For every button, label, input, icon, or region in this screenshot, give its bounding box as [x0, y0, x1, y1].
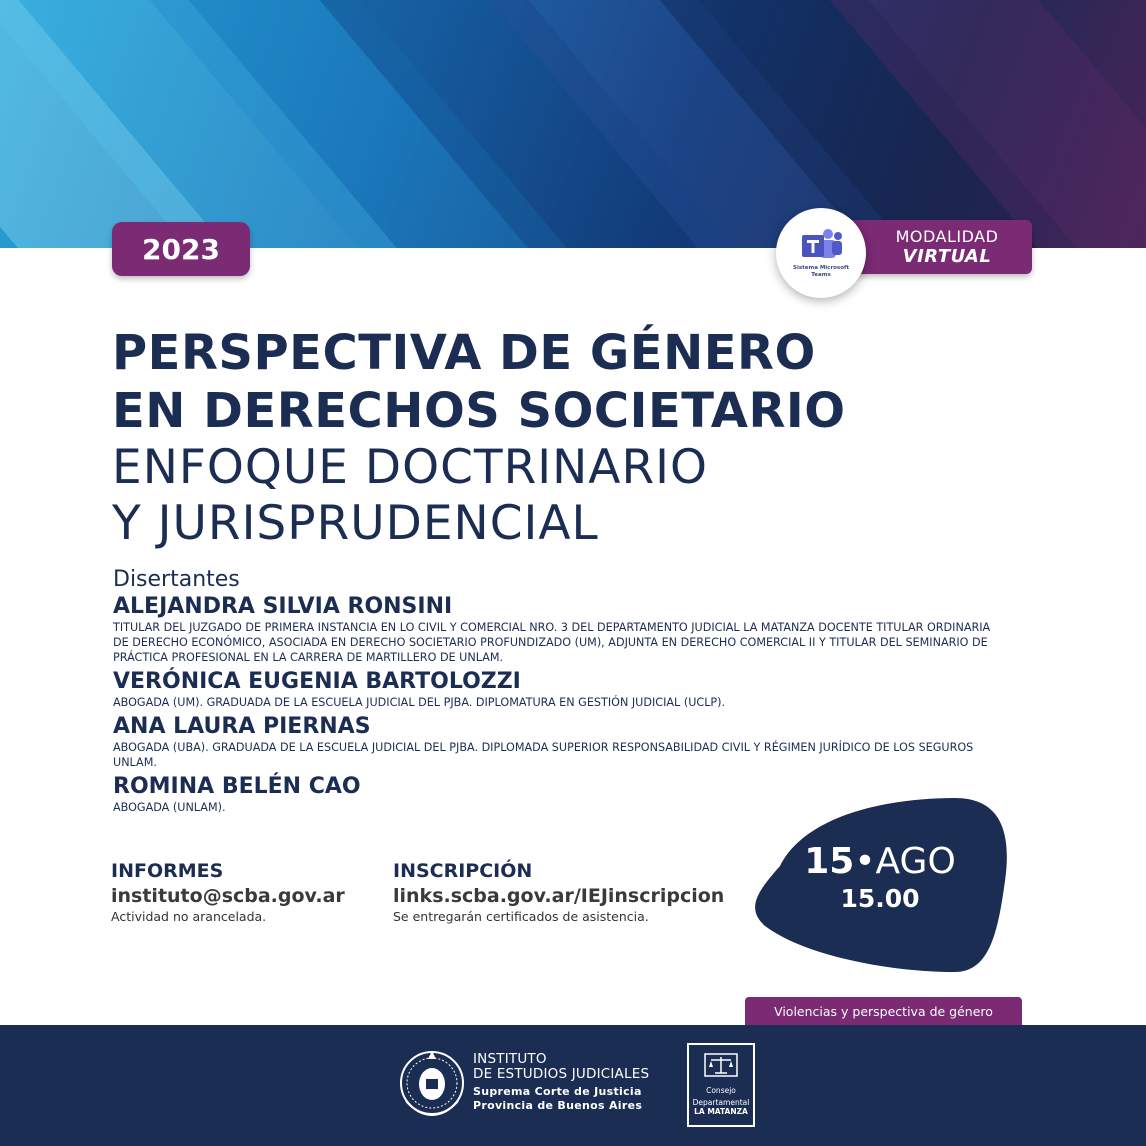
consejo-line-1: Consejo: [706, 1086, 736, 1095]
speaker-description: ABOGADA (UBA). GRADUADA DE LA ESCUELA JUDICIAL DEL PJBA. DIPLOMADA SUPERIOR RESPONSABILIDAD CIVIL Y RÉGIMEN JURÍDICO DE LOS SEGUROS UNLAM.: [113, 741, 974, 769]
modalidad-value: VIRTUAL: [902, 246, 992, 267]
hero-banner: [0, 0, 1146, 248]
speaker-item: [113, 594, 993, 665]
inscripcion-note: Se entregarán certificados de asistencia.: [393, 909, 649, 924]
date-separator: •: [854, 841, 876, 882]
subtitle-line-1: ENFOQUE DOCTRINARIO: [112, 440, 708, 495]
consejo-logo: [687, 1043, 755, 1127]
scales-of-justice-icon: [701, 1051, 741, 1079]
event-day-month: [760, 840, 1000, 884]
course-title: [112, 324, 1012, 552]
speaker-item: [113, 714, 993, 770]
speakers-heading: Disertantes: [113, 567, 240, 592]
modalidad-badge: [848, 220, 1032, 274]
microsoft-teams-icon: [798, 227, 844, 263]
speaker-name: VERÓNICA EUGENIA BARTOLOZZI: [113, 669, 521, 694]
speaker-item: [113, 669, 993, 710]
category-label: Violencias y perspectiva de género: [774, 1003, 993, 1019]
modalidad-label: MODALIDAD: [895, 227, 999, 246]
event-month: AGO: [875, 841, 956, 882]
year-badge: [112, 222, 250, 276]
speaker-description: TITULAR DEL JUZGADO DE PRIMERA INSTANCIA EN LO CIVIL Y COMERCIAL NRO. 3 DEL DEPARTAMENTO JUDICIAL LA MATANZA DOCENTE TITULAR ORDINARIA DE DERECHO ECONÓMICO, ASOCIADA EN DERECHO SOCIETARIO PROFUNDIZADO (UM), ADJUNTA EN DERECHO COMERCIAL II Y TITULAR DEL SEMINARIO DE PRÁCTICA PROFESIONAL EN LA CARRERA DE MARTILLERO DE UNLAM.: [113, 621, 991, 664]
subtitle-line-2: Y JURISPRUDENCIAL: [112, 496, 599, 551]
institute-name: [473, 1052, 649, 1113]
informes-email-link[interactable]: instituto@scba.gov.ar: [111, 885, 345, 907]
informes-heading: INFORMES: [111, 860, 224, 882]
speaker-name: ANA LAURA PIERNAS: [113, 714, 371, 739]
category-tag: [745, 997, 1022, 1025]
speaker-description: ABOGADA (UNLAM).: [113, 801, 226, 814]
institution-seal-icon: [398, 1043, 466, 1123]
title-line-1: PERSPECTIVA DE GÉNERO: [112, 325, 816, 381]
institute-line-4: Provincia de Buenos Aires: [473, 1099, 643, 1112]
inscripcion-block: [393, 858, 724, 926]
inscripcion-link[interactable]: links.scba.gov.ar/IEJinscripcion: [393, 885, 725, 907]
teams-caption: Sistema Microsoft Teams: [792, 265, 850, 278]
informes-note: Actividad no arancelada.: [111, 909, 267, 924]
inscripcion-heading: INSCRIPCIÓN: [393, 860, 533, 882]
year-text: 2023: [142, 232, 220, 266]
speakers-section: [113, 566, 993, 815]
institute-line-2: DE ESTUDIOS JUDICIALES: [473, 1066, 650, 1082]
consejo-line-3: LA MATANZA: [694, 1107, 748, 1116]
consejo-line-2: Departamental: [692, 1098, 750, 1107]
speaker-name: ALEJANDRA SILVIA RONSINI: [113, 594, 453, 619]
speaker-description: ABOGADA (UM). GRADUADA DE LA ESCUELA JUDICIAL DEL PJBA. DIPLOMATURA EN GESTIÓN JUDICIAL (UCLP).: [113, 696, 726, 709]
institute-line-3: Suprema Corte de Justicia: [473, 1085, 642, 1098]
event-day: 15: [804, 841, 855, 882]
teams-logo-badge: [776, 208, 866, 298]
speaker-name: ROMINA BELÉN CAO: [113, 774, 361, 799]
event-time: 15.00: [840, 884, 920, 913]
title-line-2: EN DERECHOS SOCIETARIO: [112, 383, 846, 439]
event-date: [760, 840, 1000, 914]
institute-line-1: INSTITUTO: [473, 1051, 547, 1067]
informes-block: [111, 858, 345, 926]
